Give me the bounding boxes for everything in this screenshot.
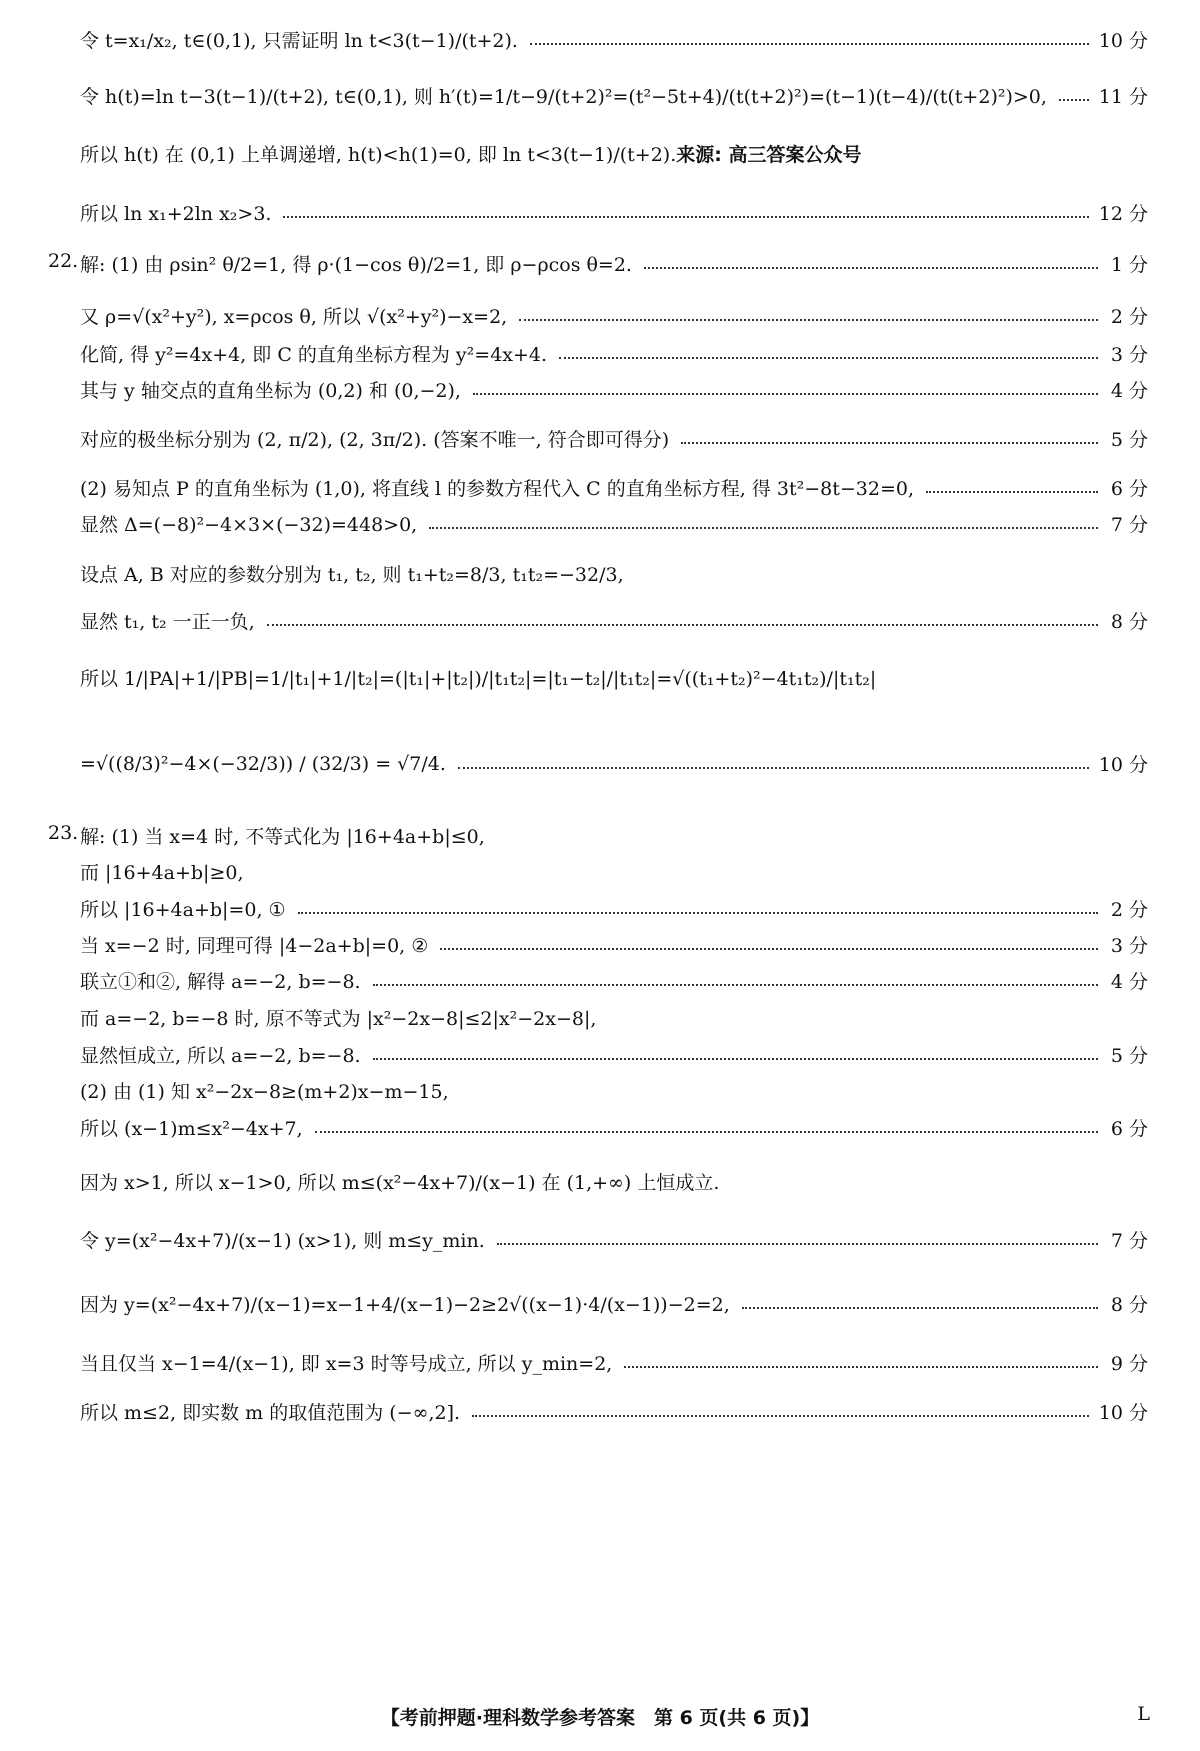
solution-line: 设点 A, B 对应的参数分别为 t₁, t₂, 则 t₁+t₂=8/3, t₁t₂=−32/3,	[80, 564, 624, 586]
solution-line: 解: (1) 当 x=4 时, 不等式化为 |16+4a+b|≤0,	[80, 826, 485, 848]
solution-line: 当且仅当 x−1=4/(x−1), 即 x=3 时等号成立, 所以 y_min=2, 9 分	[80, 1349, 1148, 1376]
score-mark: 4 分	[1110, 971, 1148, 993]
score-mark: 9 分	[1110, 1353, 1148, 1375]
solution-line: 所以 m≤2, 即实数 m 的取值范围为 (−∞,2]. 10 分	[80, 1398, 1148, 1425]
solution-line: 化简, 得 y²=4x+4, 即 C 的直角坐标方程为 y²=4x+4. 3 分	[80, 340, 1148, 367]
solution-line: 又 ρ=√(x²+y²), x=ρcos θ, 所以 √(x²+y²)−x=2, 2 分	[80, 302, 1148, 329]
score-mark: 7 分	[1110, 1230, 1148, 1252]
score-mark: 8 分	[1110, 1294, 1148, 1316]
score-mark: 5 分	[1110, 1045, 1148, 1067]
solution-line: 而 |16+4a+b|≥0,	[80, 862, 244, 884]
question-number: 22.	[48, 250, 79, 272]
solution-line: 所以 1/|PA|+1/|PB|=1/|t₁|+1/|t₂|=(|t₁|+|t₂|)/|t₁t₂|=|t₁−t₂|/|t₁t₂|=√((t₁+t₂)²−4t₁t₂)/|t₁t₂|	[80, 668, 877, 690]
solution-line: 对应的极坐标分别为 (2, π/2), (2, 3π/2). (答案不唯一, 符合即可得分) 5 分	[80, 425, 1148, 452]
source-note: 来源: 高三答案公众号	[676, 144, 862, 166]
score-mark: 4 分	[1110, 380, 1148, 402]
page-footer: 【考前押题·理科数学参考答案 第 6 页(共 6 页)】	[380, 1707, 820, 1729]
version-letter: L	[1137, 1703, 1150, 1725]
score-mark: 10 分	[1098, 754, 1148, 776]
solution-line: 令 h(t)=ln t−3(t−1)/(t+2), t∈(0,1), 则 h′(t)=1/t−9/(t+2)²=(t²−5t+4)/(t(t+2)²)=(t−1)(t−4)/(t(t+2)²)>0, 11 分	[80, 82, 1148, 109]
solution-line: 显然恒成立, 所以 a=−2, b=−8. 5 分	[80, 1041, 1148, 1068]
solution-line: 所以 |16+4a+b|=0, ① 2 分	[80, 895, 1148, 922]
score-mark: 3 分	[1110, 344, 1148, 366]
solution-line: 联立①和②, 解得 a=−2, b=−8. 4 分	[80, 967, 1148, 994]
solution-line: 显然 Δ=(−8)²−4×3×(−32)=448>0, 7 分	[80, 510, 1148, 537]
solution-line: 所以 h(t) 在 (0,1) 上单调递增, h(t)<h(1)=0, 即 ln t<3(t−1)/(t+2). 来源: 高三答案公众号	[80, 140, 1148, 167]
score-mark: 3 分	[1110, 935, 1148, 957]
solution-line: 令 t=x₁/x₂, t∈(0,1), 只需证明 ln t<3(t−1)/(t+2). 10 分	[80, 26, 1148, 53]
solution-line: 因为 y=(x²−4x+7)/(x−1)=x−1+4/(x−1)−2≥2√((x−1)·4/(x−1))−2=2, 8 分	[80, 1290, 1148, 1317]
solution-line: 所以 ln x₁+2ln x₂>3. 12 分	[80, 199, 1148, 226]
solution-line: 当 x=−2 时, 同理可得 |4−2a+b|=0, ② 3 分	[80, 931, 1148, 958]
score-mark: 1 分	[1110, 254, 1148, 276]
score-mark: 2 分	[1110, 899, 1148, 921]
solution-line: 令 y=(x²−4x+7)/(x−1) (x>1), 则 m≤y_min. 7 分	[80, 1226, 1148, 1253]
solution-line: 而 a=−2, b=−8 时, 原不等式为 |x²−2x−8|≤2|x²−2x−8|,	[80, 1008, 597, 1030]
score-mark: 6 分	[1110, 478, 1148, 500]
question-number: 23.	[48, 822, 79, 844]
solution-line: (2) 易知点 P 的直角坐标为 (1,0), 将直线 l 的参数方程代入 C 的直角坐标方程, 得 3t²−8t−32=0, 6 分	[80, 474, 1148, 501]
solution-line: 显然 t₁, t₂ 一正一负, 8 分	[80, 607, 1148, 634]
solution-line: 因为 x>1, 所以 x−1>0, 所以 m≤(x²−4x+7)/(x−1) 在 (1,+∞) 上恒成立.	[80, 1172, 720, 1194]
solution-line: 其与 y 轴交点的直角坐标为 (0,2) 和 (0,−2), 4 分	[80, 376, 1148, 403]
solution-line: 所以 (x−1)m≤x²−4x+7, 6 分	[80, 1114, 1148, 1141]
score-mark: 5 分	[1110, 429, 1148, 451]
score-mark: 12 分	[1098, 203, 1148, 225]
solution-line: =√((8/3)²−4×(−32/3)) / (32/3) = √7/4. 10 分	[80, 750, 1148, 777]
score-mark: 10 分	[1098, 1402, 1148, 1424]
score-mark: 2 分	[1110, 306, 1148, 328]
solution-line: (2) 由 (1) 知 x²−2x−8≥(m+2)x−m−15,	[80, 1081, 449, 1103]
solution-line: 解: (1) 由 ρsin² θ/2=1, 得 ρ·(1−cos θ)/2=1, 即 ρ−ρcos θ=2. 1 分	[80, 250, 1148, 277]
score-mark: 10 分	[1098, 30, 1148, 52]
score-mark: 11 分	[1098, 86, 1148, 108]
score-mark: 7 分	[1110, 514, 1148, 536]
score-mark: 6 分	[1110, 1118, 1148, 1140]
score-mark: 8 分	[1110, 611, 1148, 633]
